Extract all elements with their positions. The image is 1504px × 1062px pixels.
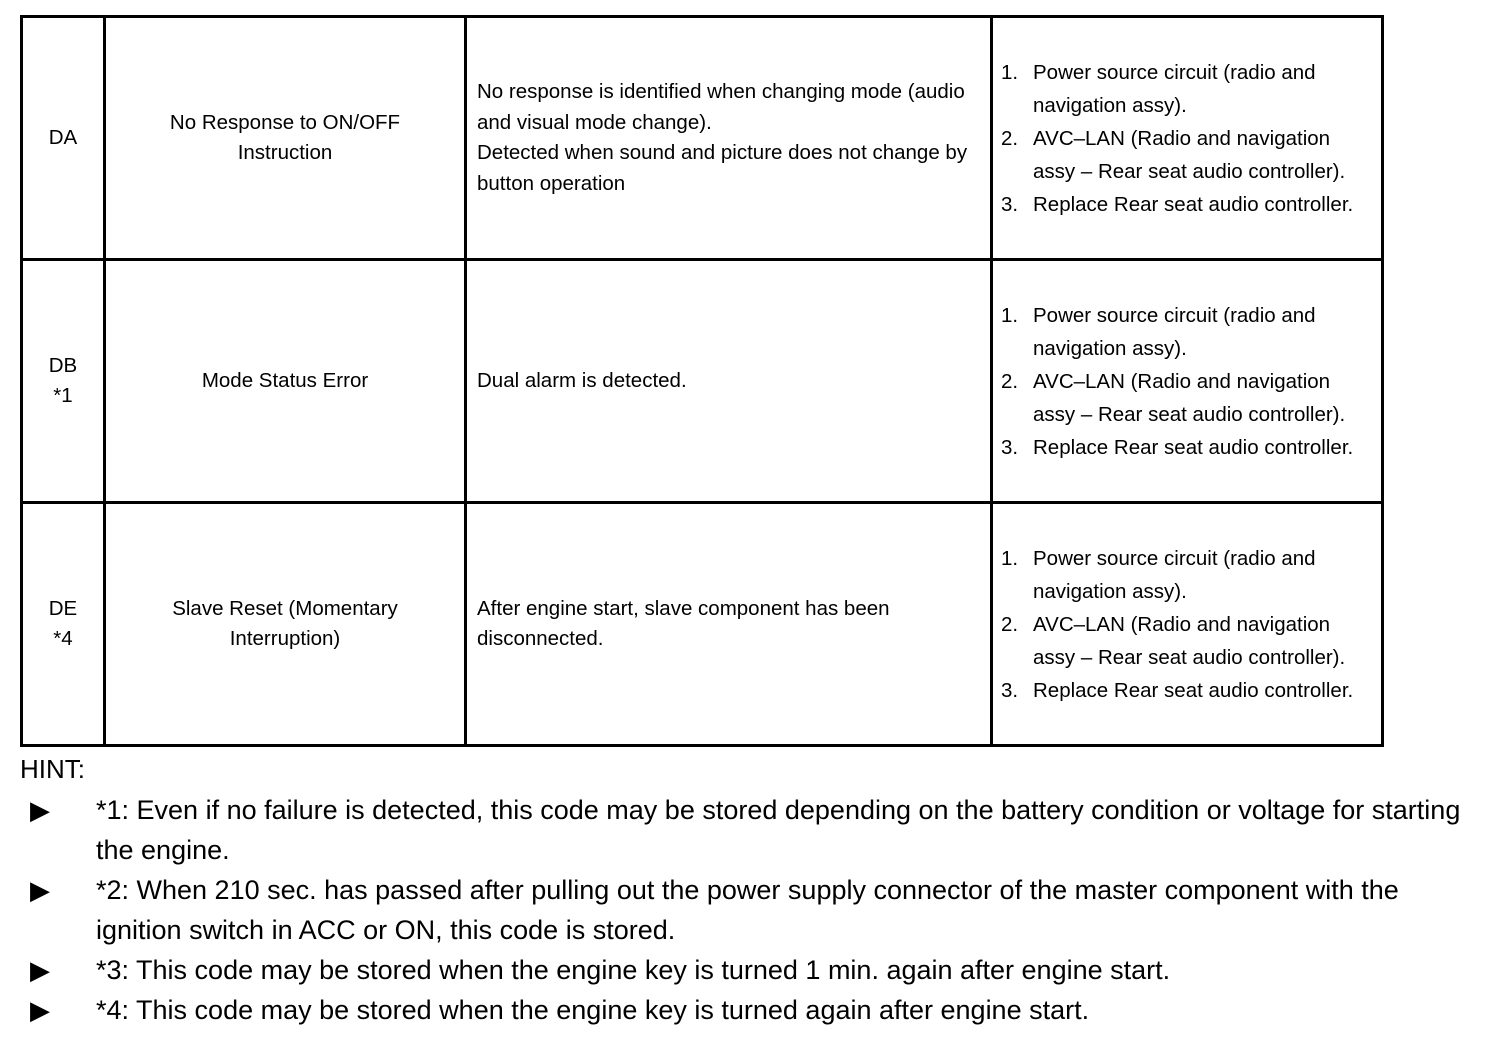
detection-condition-cell <box>466 260 992 503</box>
item-text: AVC–LAN (Radio and navigation assy – Rear seat audio controller). <box>1033 126 1346 183</box>
detection-item-cell: Mode Status Error <box>105 260 466 503</box>
list-item <box>1001 56 1371 122</box>
list-item <box>1001 674 1371 707</box>
dtc-code-cell <box>22 260 105 503</box>
table-row <box>22 17 1383 260</box>
hint-list <box>30 790 1470 1030</box>
triangle-bullet-icon: ▶ <box>30 955 50 985</box>
dtc-table <box>20 15 1384 747</box>
item-number: 1. <box>1001 60 1019 84</box>
list-item <box>30 790 1470 870</box>
list-item <box>30 870 1470 950</box>
hint-text: *1: Even if no failure is detected, this code may be stored depending on the battery condition or voltage for starting the engine. <box>96 795 1461 865</box>
triangle-bullet-icon: ▶ <box>30 795 50 825</box>
list-item <box>30 950 1470 990</box>
hint-label: HINT: <box>20 754 85 784</box>
dtc-code: DA <box>48 125 78 149</box>
list-item <box>1001 299 1371 365</box>
item-number: 2. <box>1001 369 1019 393</box>
item-number: 3. <box>1001 192 1019 216</box>
item-text: Replace Rear seat audio controller. <box>1033 192 1354 216</box>
detection-condition-cell <box>466 503 992 746</box>
condition-text: Detected when sound and picture does not change by button operation <box>477 141 968 195</box>
item-text: Replace Rear seat audio controller. <box>1033 435 1354 459</box>
list-item <box>1001 365 1371 431</box>
item-number: 1. <box>1001 546 1019 570</box>
table-row <box>22 260 1383 503</box>
list-item <box>1001 122 1371 188</box>
dtc-code-cell <box>22 17 105 260</box>
detection-item-cell: No Response to ON/OFF Instruction <box>105 17 466 260</box>
trouble-area-list <box>1001 56 1371 221</box>
item-number: 1. <box>1001 303 1019 327</box>
table-row <box>22 503 1383 746</box>
list-item <box>1001 542 1371 608</box>
item-text: Power source circuit (radio and navigation assy). <box>1033 60 1316 117</box>
trouble-area-list <box>1001 299 1371 464</box>
item-number: 2. <box>1001 612 1019 636</box>
condition-text: No response is identified when changing mode (audio and visual mode change). <box>477 80 965 134</box>
condition-text: After engine start, slave component has been disconnected. <box>477 596 890 650</box>
dtc-code: DE <box>48 596 78 620</box>
item-text: Power source circuit (radio and navigation assy). <box>1033 546 1316 603</box>
dtc-code-cell <box>22 503 105 746</box>
list-item <box>30 990 1470 1030</box>
item-number: 3. <box>1001 435 1019 459</box>
triangle-bullet-icon: ▶ <box>30 875 50 905</box>
trouble-area-cell <box>992 260 1383 503</box>
trouble-area-cell <box>992 503 1383 746</box>
footnote-ref: *4 <box>53 627 73 650</box>
detection-condition-cell <box>466 17 992 260</box>
item-text: AVC–LAN (Radio and navigation assy – Rear seat audio controller). <box>1033 369 1346 426</box>
list-item <box>1001 431 1371 464</box>
list-item <box>1001 608 1371 674</box>
trouble-area-cell <box>992 17 1383 260</box>
hint-text: *4: This code may be stored when the engine key is turned again after engine start. <box>96 995 1090 1025</box>
condition-text: Dual alarm is detected. <box>477 368 687 392</box>
hint-text: *3: This code may be stored when the engine key is turned 1 min. again after engine start. <box>96 955 1171 985</box>
item-text: Power source circuit (radio and navigation assy). <box>1033 303 1316 360</box>
hint-text: *2: When 210 sec. has passed after pulling out the power supply connector of the master component with the ignition switch in ACC or ON, this code is stored. <box>96 875 1399 945</box>
item-number: 2. <box>1001 126 1019 150</box>
triangle-bullet-icon: ▶ <box>30 995 50 1025</box>
list-item <box>1001 188 1371 221</box>
item-number: 3. <box>1001 678 1019 702</box>
footnote-ref: *1 <box>53 384 73 407</box>
detection-item-cell: Slave Reset (Momentary Interruption) <box>105 503 466 746</box>
trouble-area-list <box>1001 542 1371 707</box>
dtc-code: DB <box>48 353 78 377</box>
item-text: AVC–LAN (Radio and navigation assy – Rear seat audio controller). <box>1033 612 1346 669</box>
item-text: Replace Rear seat audio controller. <box>1033 678 1354 702</box>
